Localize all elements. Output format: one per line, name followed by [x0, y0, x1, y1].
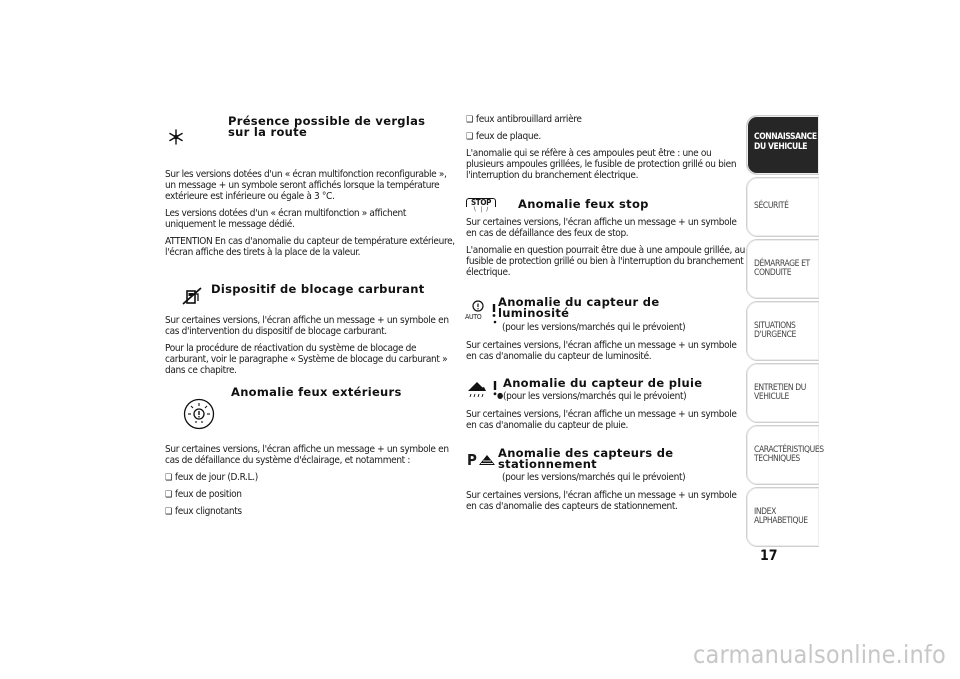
stationnement-title: Anomalie des capteurs de stationnement	[498, 446, 674, 471]
pluie-paragraph: Sur certaines versions, l'écran affiche un message + un symbole en cas d'anomalie du capteur de pluie.	[466, 409, 737, 431]
verglas-title: Présence possible de verglas sur la route	[228, 114, 426, 139]
rain-sensor-icon	[466, 378, 500, 400]
bullet-antibrouillard: ❏ feux antibrouillard arrière	[466, 114, 746, 126]
fuel-cutoff-icon	[181, 286, 203, 306]
feux-bullet-drl: ❏ feux de jour (D.R.L.)	[165, 472, 455, 484]
bullet-plaque: ❏ feux de plaque.	[466, 131, 746, 143]
watermark: carmanualsonline.info	[692, 640, 946, 669]
blocage-title: Dispositif de blocage carburant	[211, 282, 425, 296]
tab-caracteristiques-techniques[interactable]: CARACTÉRISTIQUES TECHNIQUES	[747, 426, 819, 484]
chapter-tabs	[747, 116, 824, 550]
stationnement-subtitle: (pour les versions/marchés qui le prévoient)	[502, 472, 686, 483]
luminosite-paragraph: Sur certaines versions, l'écran affiche un message + un symbole en cas d'anomalie du capteur de luminosité.	[466, 340, 737, 362]
section-ampoules	[466, 114, 746, 187]
stop-icon-label: STOP	[466, 198, 496, 207]
luminosite-subtitle: (pour les versions/marchés qui le prévoient)	[502, 322, 686, 333]
pluie-title: Anomalie du capteur de pluie	[503, 376, 703, 390]
light-sensor-icon	[468, 298, 498, 326]
blocage-paragraph-2: Pour la procédure de réactivation du système de blocage de carburant, voir le paragraphe « Système de blocage du carburant » dans ce chapitre.	[165, 343, 448, 376]
parking-sensor-icon	[477, 452, 497, 466]
verglas-paragraph-2: Les versions dotées d'un « écran multifonction » affichent uniquement le message dédié.	[165, 208, 407, 230]
stationnement-paragraph: Sur certaines versions, l'écran affiche un message + un symbole en cas d'anomalie des capteurs de stationnement.	[466, 490, 737, 512]
verglas-paragraph-1: Sur les versions dotées d'un « écran multifonction reconfigurable », un message + un symbole seront affichés lorsque la température extérieure est inférieure ou égale à 3 °C.	[165, 169, 447, 202]
page-number: 17	[760, 548, 778, 564]
feux-title: Anomalie feux extérieurs	[231, 385, 402, 399]
tab-index-alphabetique[interactable]: INDEX ALPHABETIQUE	[747, 488, 819, 546]
blocage-paragraph-1: Sur certaines versions, l'écran affiche un message + un symbole en cas d'intervention du dispositif de blocage carburant.	[165, 315, 449, 337]
luminosite-title: Anomalie du capteur de luminosité	[498, 295, 660, 320]
stop-paragraph-2: L'anomalie en question pourrait être due à une ampoule grillée, au fusible de protection grillé ou bien à l'interruption du branchement électrique.	[466, 245, 746, 278]
tab-securite[interactable]: SÉCURITÉ	[747, 178, 819, 236]
snowflake-icon	[168, 129, 184, 145]
stop-paragraph-1: Sur certaines versions, l'écran affiche un message + un symbole en cas de défaillance des feux de stop.	[466, 217, 737, 239]
feux-bullet-clignotants: ❏ feux clignotants	[165, 506, 455, 518]
tab-demarrage-conduite[interactable]: DÉMARRAGE ET CONDUITE	[747, 240, 819, 298]
stop-title: Anomalie feux stop	[518, 197, 649, 211]
auto-icon-label: AUTO	[465, 313, 482, 321]
stop-light-icon: STOP ∖ ∣ ∕	[466, 198, 496, 213]
pluie-subtitle: (pour les versions/marchés qui le prévoient)	[503, 391, 687, 402]
exterior-light-fault-icon	[183, 398, 215, 430]
tab-situations-urgence[interactable]: SITUATIONS D'URGENCE	[747, 302, 819, 360]
tab-entretien-vehicule[interactable]: ENTRETIEN DU VEHICULE	[747, 364, 819, 422]
verglas-paragraph-3: ATTENTION En cas d'anomalie du capteur de température extérieure, l'écran affiche des tirets à la place de la valeur.	[165, 236, 455, 258]
ampoules-note: L'anomalie qui se réfère à ces ampoules peut être : une ou plusieurs ampoules grillées, le fusible de protection grillé ou bien l'interruption du branchement électrique.	[466, 148, 737, 181]
tab-connaissance-vehicule[interactable]: CONNAISSANCE DU VEHICULE	[747, 116, 819, 174]
parking-icon-label: P	[467, 451, 477, 469]
feux-bullet-position: ❏ feux de position	[165, 489, 455, 501]
feux-intro: Sur certaines versions, l'écran affiche un message + un symbole en cas de défaillance du système d'éclairage, et notamment :	[165, 444, 449, 466]
